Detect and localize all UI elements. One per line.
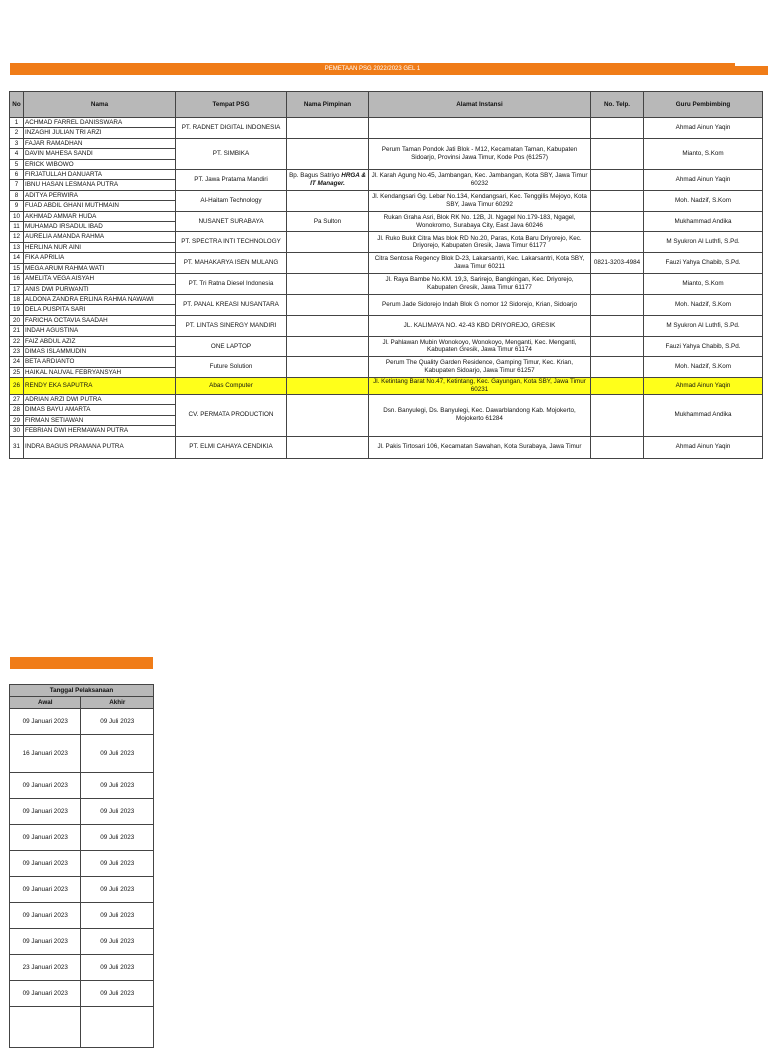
pimpinan-name: Pa Sulton [313,217,342,225]
pimpinan-name: Bp. Bagus Satriyo [289,172,342,180]
cell-guru-pembimbing: Ahmad Ainun Yaqin [644,170,763,191]
schedule-row [10,981,154,1007]
header-guru-pembimbing: Guru Pembimbing [644,92,763,118]
schedule-row [10,851,154,877]
cell-akhir: 09 Juli 2023 [81,825,154,851]
cell-no: 16 [10,274,24,284]
cell-alamat-instansi: Citra Sentosa Regency Blok D-23, Lakarsantri, Kec. Lakarsantri, Kota SBY, Jawa Timur 60211 [369,253,591,274]
schedule-title: Tanggal Pelaksanaan [10,685,154,697]
banner-extension [735,66,768,75]
cell-no-telp: 0821-3203-4984 [591,253,644,274]
cell-no-telp [591,336,644,357]
cell-no: 19 [10,305,24,315]
schedule-header-row [10,697,154,709]
schedule-row [10,1007,154,1048]
cell-no: 11 [10,222,24,232]
cell-no: 3 [10,138,24,148]
cell-tempat-psg: PT. MAHAKARYA ISEN MULANG [176,253,287,274]
cell-no: 25 [10,367,24,377]
cell-no-telp [591,274,644,295]
cell-nama: INDAH AGUSTINA [24,326,176,336]
schedule-row [10,773,154,799]
header-nama: Nama [24,92,176,118]
table-row [10,138,763,148]
mapping-table [9,91,763,459]
cell-guru-pembimbing: Mianto, S.Kom [644,138,763,169]
cell-awal: 09 Januari 2023 [10,799,81,825]
cell-nama: FAJAR RAMADHAN [24,138,176,148]
cell-nama: BETA ARDIANTO [24,357,176,367]
cell-alamat-instansi: Jl. Raya Bambe No.KM. 19,3, Sarirejo, Bangkingan, Kec. Driyorejo, Kabupaten Gresik, Jawa Timur 61177 [369,274,591,295]
schedule-title-row [10,685,154,697]
cell-nama: RENDY EKA SAPUTRA [24,378,176,395]
cell-akhir: 09 Juli 2023 [81,709,154,735]
table-row [10,436,763,458]
schedule-row [10,709,154,735]
cell-no: 6 [10,170,24,180]
cell-nama-pimpinan [287,211,369,232]
cell-no: 14 [10,253,24,263]
cell-awal [10,1007,81,1048]
cell-nama-pimpinan [287,118,369,139]
cell-no: 27 [10,394,24,404]
cell-tempat-psg: Abas Computer [176,378,287,395]
cell-no: 7 [10,180,24,190]
cell-guru-pembimbing: Mukhammad Andika [644,211,763,232]
table-row [10,394,763,404]
cell-no: 26 [10,378,24,395]
cell-no: 12 [10,232,24,242]
cell-nama-pimpinan [287,253,369,274]
cell-nama-pimpinan [287,294,369,315]
cell-nama: ADRIAN ARZI DWI PUTRA [24,394,176,404]
cell-tempat-psg: ONE LAPTOP [176,336,287,357]
schedule-row [10,929,154,955]
header-akhir: Akhir [81,697,154,709]
cell-tempat-psg: PT. LINTAS SINERGY MANDIRI [176,315,287,336]
schedule-row [10,735,154,773]
cell-no-telp [591,138,644,169]
schedule-row [10,903,154,929]
cell-guru-pembimbing: Moh. Nadzif, S.Kom [644,294,763,315]
table-row [10,253,763,263]
pimpinan-title: HRGA & IT Manager. [310,172,366,187]
cell-no: 22 [10,336,24,346]
cell-alamat-instansi: Perum Taman Pondok Jati Blok - M12, Kecamatan Taman, Kabupaten Sidoarjo, Provinsi Jawa Timur, Kode Pos (61257) [369,138,591,169]
sheet-title-banner: PEMETAAN PSG 2022/2023 GEL 1 [10,63,735,75]
cell-nama: DIMAS BAYU AMARTA [24,405,176,415]
cell-nama: ADITYA PERWIRA [24,190,176,200]
cell-nama: HAIKAL NAUVAL FEBRYANSYAH [24,367,176,377]
cell-nama: FAIZ ABDUL AZIZ [24,336,176,346]
cell-guru-pembimbing: M Syukron Al Luthfi, S.Pd. [644,315,763,336]
table-row [10,274,763,284]
cell-alamat-instansi: JL. KALIMAYA NO. 42-43 KBD DRIYOREJO, GRESIK [369,315,591,336]
cell-tempat-psg: Al-Haitam Technology [176,190,287,211]
cell-nama: FARICHA OCTAVIA SAADAH [24,315,176,325]
header-no-telp: No. Telp. [591,92,644,118]
cell-no: 13 [10,242,24,252]
cell-tempat-psg: PT. ELMI CAHAYA CENDIKIA [176,436,287,458]
cell-akhir: 09 Juli 2023 [81,955,154,981]
cell-awal: 09 Januari 2023 [10,981,81,1007]
cell-no: 18 [10,294,24,304]
cell-no-telp [591,170,644,191]
cell-guru-pembimbing: Mukhammad Andika [644,394,763,436]
cell-tempat-psg: PT. Jawa Pratama Mandiri [176,170,287,191]
cell-akhir: 09 Juli 2023 [81,799,154,825]
cell-no-telp [591,190,644,211]
cell-alamat-instansi: Jl. Ruko Bukit Citra Mas blok RD No.20, Paras, Kota Baru Driyorejo, Kec. Driyorejo, Kabupaten Gresik, Jawa Timur 61177 [369,232,591,253]
header-tempat-psg: Tempat PSG [176,92,287,118]
cell-no: 20 [10,315,24,325]
cell-tempat-psg: PT. SPECTRA INTI TECHNOLOGY [176,232,287,253]
table-row [10,294,763,304]
cell-no: 1 [10,118,24,128]
cell-akhir: 09 Juli 2023 [81,903,154,929]
cell-no: 17 [10,284,24,294]
cell-alamat-instansi: Jl. Karah Agung No.45, Jambangan, Kec. Jambangan, Kota SBY, Jawa Timur 60232 [369,170,591,191]
cell-nama: DELA PUSPITA SARI [24,305,176,315]
cell-nama-pimpinan [287,232,369,253]
cell-nama: AKHMAD AMMAR HUDA [24,211,176,221]
cell-guru-pembimbing: Moh. Nadzif, S.Kom [644,190,763,211]
table-row [10,190,763,200]
cell-akhir: 09 Juli 2023 [81,735,154,773]
table-row [10,336,763,346]
cell-no: 9 [10,201,24,211]
cell-nama: AMELITA VEGA AISYAH [24,274,176,284]
cell-no: 23 [10,346,24,356]
cell-nama: IBNU HASAN LESMANA PUTRA [24,180,176,190]
cell-awal: 09 Januari 2023 [10,929,81,955]
schedule-row [10,825,154,851]
cell-akhir: 09 Juli 2023 [81,929,154,955]
header-alamat-instansi: Alamat Instansi [369,92,591,118]
cell-no-telp [591,232,644,253]
cell-guru-pembimbing: Ahmad Ainun Yaqin [644,118,763,139]
cell-tempat-psg: PT. Tri Ratna Diesel Indonesia [176,274,287,295]
cell-nama: FIRMAN SETIAWAN [24,415,176,425]
cell-guru-pembimbing: Ahmad Ainun Yaqin [644,436,763,458]
cell-no-telp [591,378,644,395]
cell-alamat-instansi: Dsn. Banyulegi, Ds. Banyulegi, Kec. Dawarblandong Kab. Mojokerto, Mojokerto 61284 [369,394,591,436]
cell-nama: AURELIA AMANDA RAHMA [24,232,176,242]
cell-no-telp [591,436,644,458]
cell-alamat-instansi: Jl. Ketintang Barat No.47, Ketintang, Kec. Gayungan, Kota SBY, Jawa Timur 60231 [369,378,591,395]
cell-tempat-psg: PT. RADNET DIGITAL INDONESIA [176,118,287,139]
cell-tempat-psg: Future Solution [176,357,287,378]
section-marker [10,657,153,669]
cell-nama-pimpinan [287,378,369,395]
cell-tempat-psg: NUSANET SURABAYA [176,211,287,232]
cell-nama: ERICK WIBOWO [24,159,176,169]
table-row [10,118,763,128]
cell-nama-pimpinan [287,138,369,169]
table-row [10,357,763,367]
cell-nama: FIKA APRILIA [24,253,176,263]
cell-akhir: 09 Juli 2023 [81,981,154,1007]
cell-awal: 09 Januari 2023 [10,825,81,851]
cell-no: 21 [10,326,24,336]
cell-alamat-instansi: Perum Jade Sidorejo Indah Blok G nomor 12 Sidorejo, Krian, Sidoarjo [369,294,591,315]
cell-nama: ANIS DWI PURWANTI [24,284,176,294]
cell-awal: 16 Januari 2023 [10,735,81,773]
cell-no-telp [591,211,644,232]
cell-nama: DIMAS ISLAMMUDIN [24,346,176,356]
cell-alamat-instansi: Jl. Pakis Tirtosari 106, Kecamatan Sawahan, Kota Surabaya, Jawa Timur [369,436,591,458]
cell-no: 24 [10,357,24,367]
schedule-row [10,877,154,903]
cell-awal: 09 Januari 2023 [10,903,81,929]
cell-nama-pimpinan [287,394,369,436]
cell-awal: 09 Januari 2023 [10,709,81,735]
cell-no-telp [591,118,644,139]
cell-nama-pimpinan [287,190,369,211]
cell-no-telp [591,315,644,336]
cell-awal: 09 Januari 2023 [10,851,81,877]
cell-nama-pimpinan [287,357,369,378]
table-header-row [10,92,763,118]
cell-nama-pimpinan [287,336,369,357]
cell-no: 30 [10,426,24,436]
cell-alamat-instansi: Jl. Kendangsari Gg. Lebar No.134, Kendangsari, Kec. Tenggilis Mejoyo, Kota SBY, Jawa Timur 60292 [369,190,591,211]
cell-akhir: 09 Juli 2023 [81,877,154,903]
cell-nama: INDRA BAGUS PRAMANA PUTRA [24,436,176,458]
cell-no-telp [591,394,644,436]
cell-akhir: 09 Juli 2023 [81,773,154,799]
cell-alamat-instansi: Rukan Graha Asri, Blok RK No. 12B, Jl. Ngagel No.179-183, Ngagel, Wonokromo, Surabaya City, East Java 60246 [369,211,591,232]
cell-nama: FEBRIAN DWI HERMAWAN PUTRA [24,426,176,436]
cell-nama-pimpinan [287,170,369,191]
table-row [10,232,763,242]
cell-alamat-instansi [369,118,591,139]
cell-guru-pembimbing: Ahmad Ainun Yaqin [644,378,763,395]
header-awal: Awal [10,697,81,709]
cell-nama: FIRJATULLAH DANUARTA [24,170,176,180]
cell-nama: ACHMAD FARREL DANISSWARA [24,118,176,128]
cell-tempat-psg: CV. PERMATA PRODUCTION [176,394,287,436]
cell-no: 29 [10,415,24,425]
table-row [10,170,763,180]
cell-nama-pimpinan [287,436,369,458]
cell-nama: FUAD ABDIL GHANI MUTHMAIN [24,201,176,211]
cell-alamat-instansi: Perum The Quality Garden Residence, Gamping Timur, Kec. Krian, Kabupaten Sidoarjo, Jawa Timur 61257 [369,357,591,378]
cell-nama-pimpinan [287,315,369,336]
cell-no-telp [591,294,644,315]
cell-no: 4 [10,149,24,159]
cell-guru-pembimbing: Moh. Nadzif, S.Kom [644,357,763,378]
table-row [10,315,763,325]
cell-awal: 09 Januari 2023 [10,877,81,903]
cell-no: 28 [10,405,24,415]
table-row [10,378,763,395]
cell-nama: HERLINA NUR AINI [24,242,176,252]
cell-no: 5 [10,159,24,169]
cell-nama-pimpinan [287,274,369,295]
cell-no: 8 [10,190,24,200]
cell-no: 15 [10,263,24,273]
cell-nama: MEGA ARUM RAHMA WATI [24,263,176,273]
cell-no: 2 [10,128,24,138]
header-no: No [10,92,24,118]
cell-guru-pembimbing: Fauzi Yahya Chabib, S.Pd. [644,253,763,274]
schedule-table [9,684,154,1048]
cell-tempat-psg: PT. SIMBIKA [176,138,287,169]
cell-nama: MUHAMAD IRSADUL IBAD [24,222,176,232]
cell-guru-pembimbing: Mianto, S.Kom [644,274,763,295]
cell-alamat-instansi: Jl. Pahlawan Mubin Wonokoyo, Wonokoyo, Menganti, Kec. Menganti, Kabupaten Gresik, Jawa Timur 61174 [369,336,591,357]
cell-awal: 23 Januari 2023 [10,955,81,981]
schedule-row [10,955,154,981]
cell-guru-pembimbing: Fauzi Yahya Chabib, S.Pd. [644,336,763,357]
cell-no-telp [591,357,644,378]
header-nama-pimpinan: Nama Pimpinan [287,92,369,118]
cell-nama: ALDONA ZANDRA ERLINA RAHMA NAWAWI [24,294,176,304]
cell-awal: 09 Januari 2023 [10,773,81,799]
table-row [10,211,763,221]
cell-nama: INZAGHI JULIAN TRI ARZI [24,128,176,138]
cell-akhir [81,1007,154,1048]
cell-no: 31 [10,436,24,458]
cell-no: 10 [10,211,24,221]
cell-guru-pembimbing: M Syukron Al Luthfi, S.Pd. [644,232,763,253]
cell-akhir: 09 Juli 2023 [81,851,154,877]
schedule-row [10,799,154,825]
cell-tempat-psg: PT. PANAL KREASI NUSANTARA [176,294,287,315]
cell-nama: DAVIN MAHESA SANDI [24,149,176,159]
